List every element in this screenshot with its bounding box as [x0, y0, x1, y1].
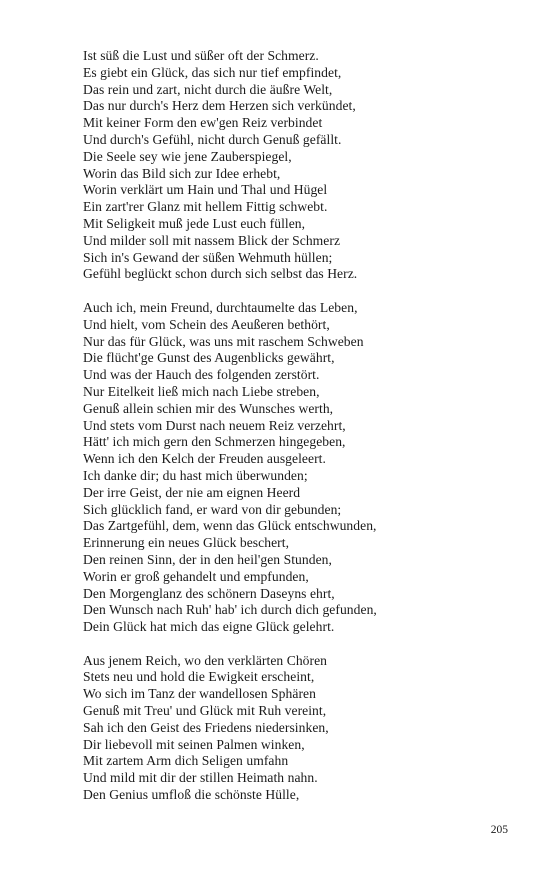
poem-line: Erinnerung ein neues Glück beschert,	[83, 535, 290, 551]
poem-line: Mit zartem Arm dich Seligen umfahn	[83, 753, 289, 769]
poem-line: Sah ich den Geist des Friedens niedersinken,	[83, 719, 329, 735]
poem-line: Worin das Bild sich zur Idee erhebt,	[83, 165, 281, 181]
poem-line: Hätt' ich mich gern den Schmerzen hingegeben,	[83, 434, 346, 450]
stanza-2	[83, 300, 523, 636]
poem-line: Gefühl beglückt schon durch sich selbst das Herz.	[83, 266, 358, 282]
poem-line: Mit Seligkeit muß jede Lust euch füllen,	[83, 215, 306, 231]
poem-line: Wo sich im Tanz der wandellosen Sphären	[83, 686, 316, 702]
poem-line: Der irre Geist, der nie am eignen Heerd	[83, 484, 301, 500]
poem-line: Den Morgenglanz des schönern Daseyns ehrt,	[83, 585, 335, 601]
poem-line: Auch ich, mein Freund, durchtaumelte das Leben,	[83, 299, 358, 315]
poem-line: Das rein und zart, nicht durch die äußre Welt,	[83, 81, 333, 97]
stanza-1	[83, 48, 523, 283]
poem-line: Dir liebevoll mit seinen Palmen winken,	[83, 736, 305, 752]
poem-line: Sich in's Gewand der süßen Wehmuth hüllen;	[83, 249, 333, 265]
poem-line: Und mild mit dir der stillen Heimath nahn.	[83, 770, 318, 786]
poem-line: Das nur durch's Herz dem Herzen sich verkündet,	[83, 98, 356, 114]
poem-line: Und hielt, vom Schein des Aeußeren bethört,	[83, 316, 330, 332]
poem-line: Das Zartgefühl, dem, wenn das Glück entschwunden,	[83, 518, 377, 534]
poem-line: Den Wunsch nach Ruh' hab' ich durch dich gefunden,	[83, 602, 377, 618]
poem-line: Ich danke dir; du hast mich überwunden;	[83, 467, 308, 483]
poem-line: Den Genius umfloß die schönste Hülle,	[83, 787, 300, 803]
poem-body	[83, 48, 523, 821]
poem-line: Nur Eitelkeit ließ mich nach Liebe streben,	[83, 383, 320, 399]
poem-line: Und was der Hauch des folgenden zerstört.	[83, 367, 320, 383]
poem-line: Den reinen Sinn, der in den heil'gen Stunden,	[83, 551, 332, 567]
poem-line: Worin verklärt um Hain und Thal und Hügel	[83, 182, 328, 198]
poem-line: Genuß mit Treu' und Glück mit Ruh vereint,	[83, 703, 327, 719]
poem-line: Sich glücklich fand, er ward von dir gebunden;	[83, 501, 342, 517]
poem-line: Stets neu und hold die Ewigkeit erscheint,	[83, 669, 315, 685]
poem-line: Ein zart'rer Glanz mit hellem Fittig schwebt.	[83, 199, 328, 215]
poem-line: Und milder soll mit nassem Blick der Schmerz	[83, 232, 341, 248]
poem-line: Worin er groß gehandelt und empfunden,	[83, 568, 309, 584]
poem-line: Dein Glück hat mich das eigne Glück gelehrt.	[83, 619, 335, 635]
poem-line: Es giebt ein Glück, das sich nur tief empfindet,	[83, 64, 342, 80]
poem-line: Die flücht'ge Gunst des Augenblicks gewährt,	[83, 350, 335, 366]
poem-line: Und stets vom Durst nach neuem Reiz verzehrt,	[83, 417, 346, 433]
poem-line: Wenn ich den Kelch der Freuden ausgeleert.	[83, 451, 326, 467]
poem-line: Aus jenem Reich, wo den verklärten Chören	[83, 652, 328, 668]
stanza-3	[83, 653, 523, 804]
page-number: 205	[490, 824, 508, 836]
poem-line: Ist süß die Lust und süßer oft der Schmerz.	[83, 48, 319, 63]
poem-line: Mit keiner Form den ew'gen Reiz verbindet	[83, 115, 323, 131]
poem-line: Und durch's Gefühl, nicht durch Genuß gefällt.	[83, 131, 342, 147]
poem-line: Die Seele sey wie jene Zauberspiegel,	[83, 148, 292, 164]
poem-line: Nur das für Glück, was uns mit raschem Schweben	[83, 333, 364, 349]
poem-line: Genuß allein schien mir des Wunsches werth,	[83, 400, 334, 416]
